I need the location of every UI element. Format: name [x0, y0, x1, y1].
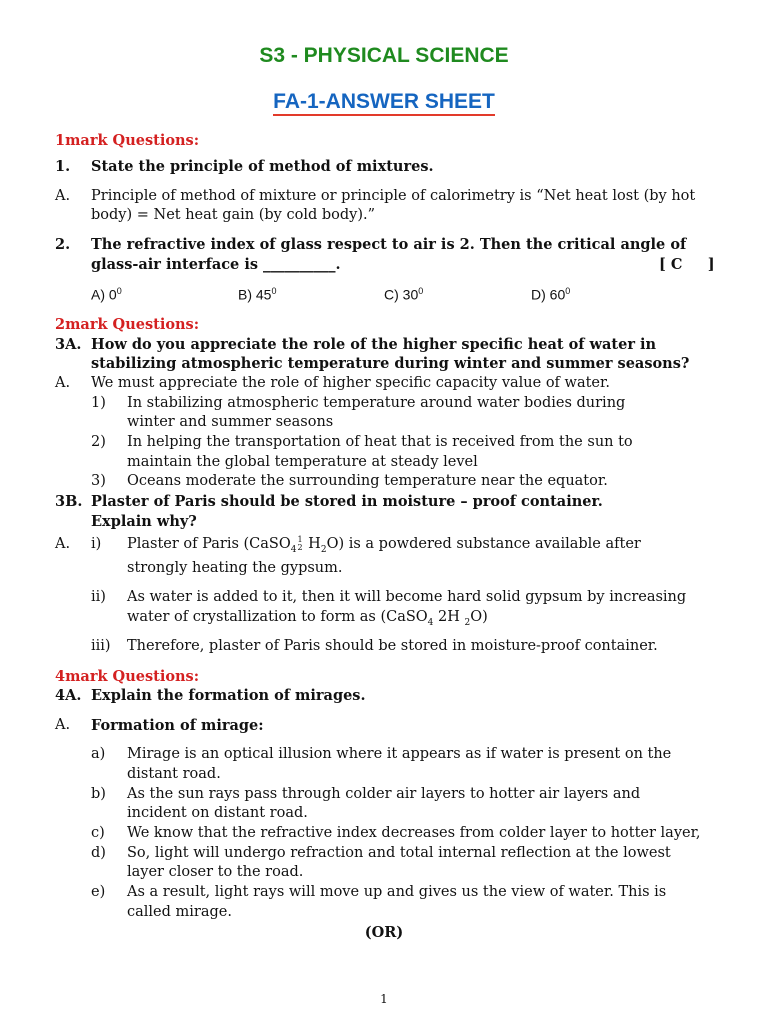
q2-option-c: C) $30^0$ — [384, 286, 424, 303]
section-heading-1mark: 1mark Questions: — [55, 132, 200, 149]
q4a-answer-title: Formation of mirage: — [91, 717, 264, 734]
q3a-number: 3A. — [55, 336, 82, 353]
q3b-point-ii-line2: water of crystallization to form as (CaSO$_4$ 2H $_2$O) — [127, 609, 488, 628]
q3a-point-1-number: 1) — [91, 395, 106, 411]
q1-number: 1. — [55, 158, 71, 175]
q4a-point-d-line2: layer closer to the road. — [127, 864, 304, 880]
q2-answer-bracket: [ C ] — [659, 256, 715, 273]
q3a-point-3-number: 3) — [91, 473, 106, 489]
q3a-text-line2: stabilizing atmospheric temperature during winter and summer seasons? — [91, 355, 690, 372]
q2-option-b: B) $45^0$ — [238, 286, 277, 303]
q3a-point-2-line2: maintain the global temperature at steady level — [127, 454, 478, 470]
q4a-answer-label: A. — [55, 717, 71, 733]
q3b-point-ii-number: ii) — [91, 589, 106, 605]
q2-option-a: A) $0^0$ — [91, 286, 122, 303]
document-title: S3 - PHYSICAL SCIENCE — [259, 44, 509, 67]
q3b-point-i-line1: Plaster of Paris (CaSO$_4$ 1 2 $H_2O$) is a powdered substance available after — [127, 535, 641, 555]
q3a-point-2-number: 2) — [91, 434, 106, 450]
section-heading-2mark: 2mark Questions: — [55, 316, 200, 333]
q3a-point-3-line1: Oceans moderate the surrounding temperature near the equator. — [127, 473, 608, 489]
q4a-point-d-line1: So, light will undergo refraction and total internal reflection at the lowest — [127, 845, 671, 861]
document-subtitle: FA-1-ANSWER SHEET — [0, 90, 768, 114]
q1-answer-line2: body) = Net heat gain (by cold body).” — [91, 207, 376, 223]
q3b-point-iii-number: iii) — [91, 638, 111, 654]
q3b-answer-label: A. — [55, 536, 71, 552]
q4a-point-c-number: c) — [91, 825, 105, 841]
q3b-number: 3B. — [55, 493, 83, 510]
or-separator: (OR) — [364, 924, 404, 941]
q4a-point-e-line2: called mirage. — [127, 904, 232, 920]
q2-number: 2. — [55, 236, 71, 253]
q3b-text-line1: Plaster of Paris should be stored in moisture – proof container. — [91, 493, 603, 510]
q4a-point-a-number: a) — [91, 746, 106, 762]
q4a-point-c-line1: We know that the refractive index decreases from colder layer to hotter layer, — [127, 825, 701, 841]
q3a-answer-label: A. — [55, 375, 71, 391]
q3a-point-2-line1: In helping the transportation of heat that is received from the sun to — [127, 434, 633, 450]
q4a-text: Explain the formation of mirages. — [91, 687, 366, 704]
q3b-text-line2: Explain why? — [91, 513, 197, 530]
q2-text-line1: The refractive index of glass respect to air is 2. Then the critical angle of — [91, 236, 687, 253]
q2-option-d: D) $60^0$ — [531, 286, 571, 303]
q4a-point-d-number: d) — [91, 845, 106, 861]
q3b-point-ii-line1: As water is added to it, then it will become hard solid gypsum by increasing — [127, 589, 687, 605]
q3b-point-i-number: i) — [91, 536, 102, 552]
q4a-point-b-number: b) — [91, 786, 106, 802]
q3a-point-1-line1: In stabilizing atmospheric temperature around water bodies during — [127, 395, 626, 411]
q4a-point-b-line1: As the sun rays pass through colder air layers to hotter air layers and — [127, 786, 641, 802]
page-number: 1 — [380, 992, 388, 1006]
q4a-number: 4A. — [55, 687, 82, 704]
q3b-point-i-line2: strongly heating the gypsum. — [127, 560, 343, 576]
q3b-point-iii-line1: Therefore, plaster of Paris should be stored in moisture-proof container. — [127, 638, 658, 654]
q3a-answer-intro: We must appreciate the role of higher specific capacity value of water. — [91, 375, 610, 391]
q1-answer-line1: Principle of method of mixture or principle of calorimetry is “Net heat lost (by hot — [91, 188, 696, 204]
q4a-point-a-line2: distant road. — [127, 766, 221, 782]
fraction-one-half: 1 2 — [297, 535, 303, 552]
section-heading-4mark: 4mark Questions: — [55, 668, 200, 685]
q4a-point-e-line1: As a result, light rays will move up and gives us the view of water. This is — [127, 884, 667, 900]
q4a-point-b-line2: incident on distant road. — [127, 805, 308, 821]
q1-text: State the principle of method of mixtures. — [91, 158, 434, 175]
q2-text-line2: glass-air interface is __________. — [91, 256, 341, 273]
q4a-point-a-line1: Mirage is an optical illusion where it appears as if water is present on the — [127, 746, 672, 762]
q4a-point-e-number: e) — [91, 884, 106, 900]
q3a-text-line1: How do you appreciate the role of the higher specific heat of water in — [91, 336, 657, 353]
q1-answer-label: A. — [55, 188, 71, 204]
q3a-point-1-line2: winter and summer seasons — [127, 414, 334, 430]
